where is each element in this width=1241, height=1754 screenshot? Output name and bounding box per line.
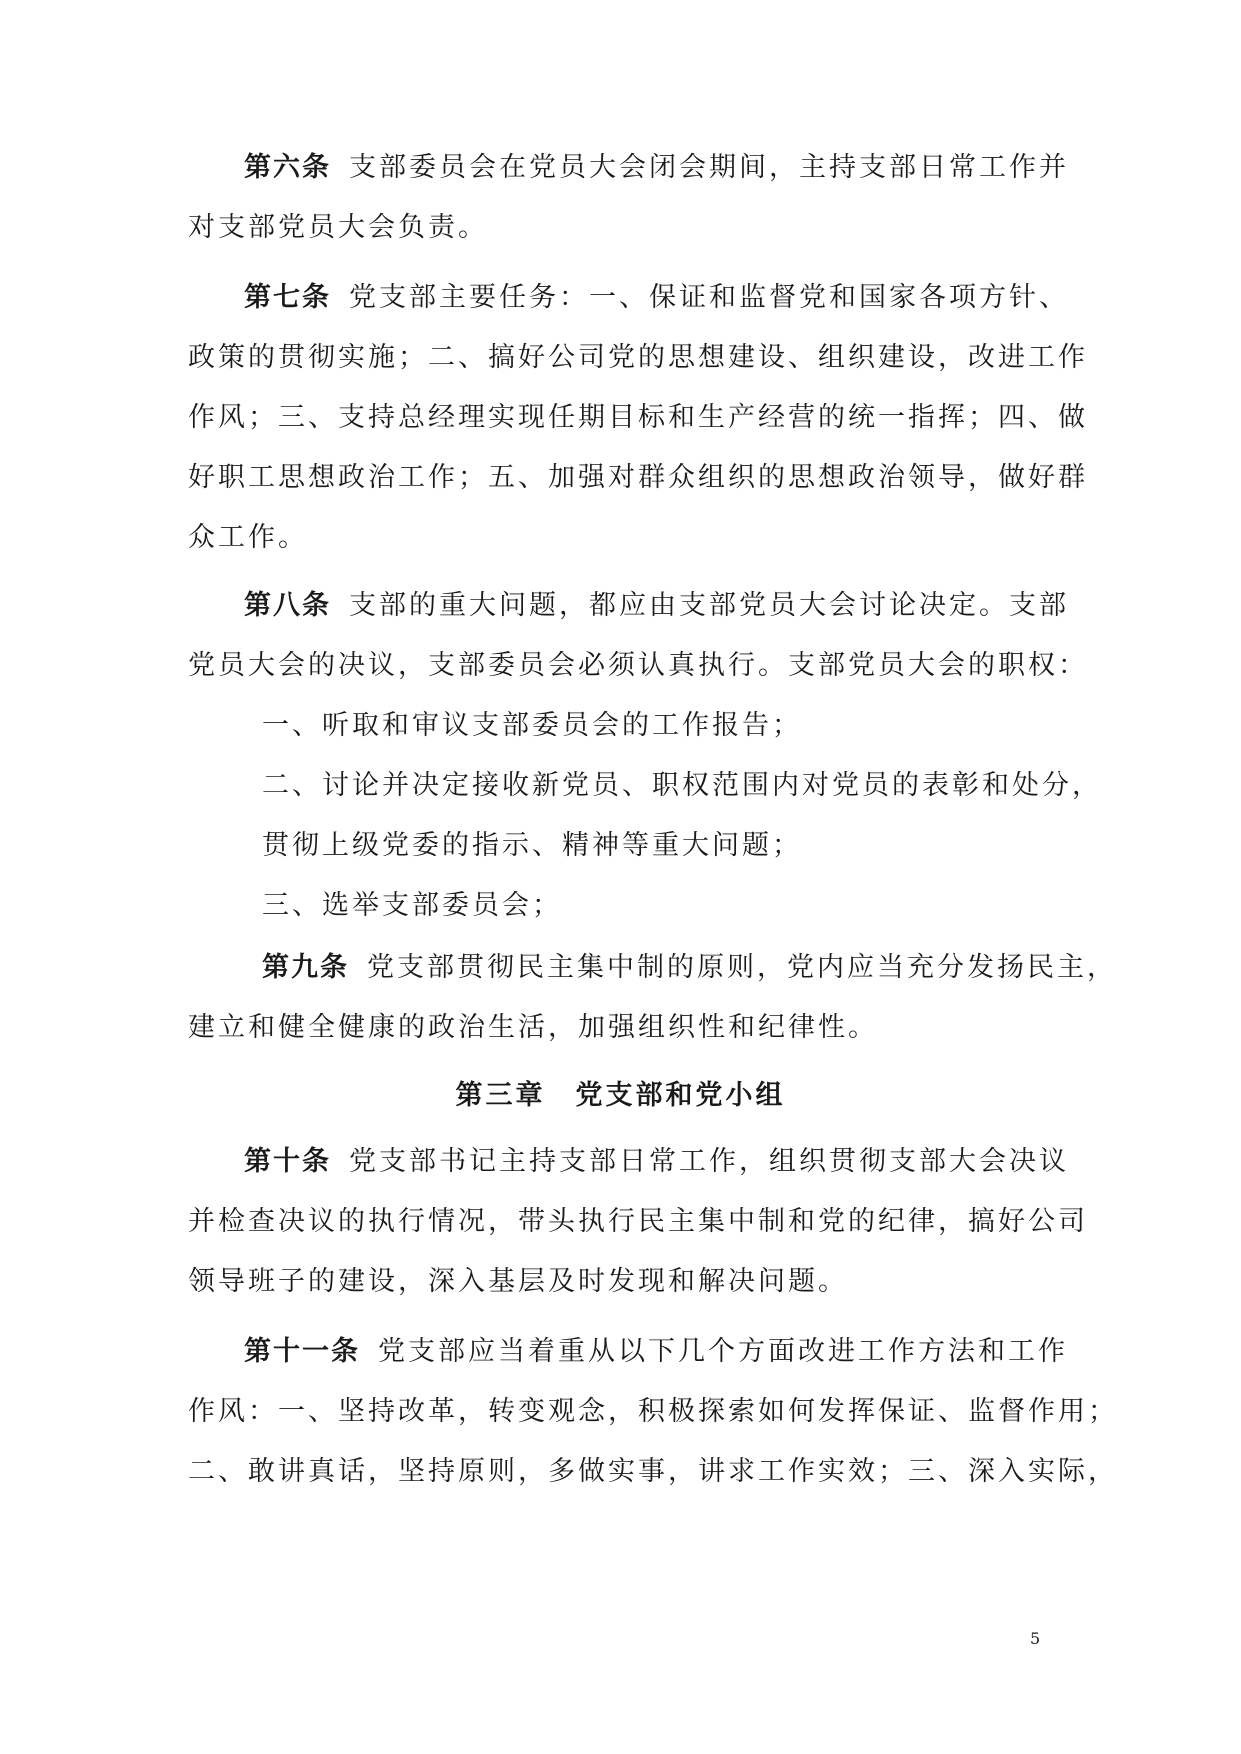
article-text: 党员大会的决议，支部委员会必须认真执行。支部党员大会的职权： xyxy=(188,650,1088,681)
article-text: 党支部贯彻民主集中制的原则，党内应当充分发扬民主， xyxy=(367,952,1117,983)
article-11-line-3 xyxy=(0,1454,1241,1490)
article-label: 第八条 xyxy=(244,590,331,621)
article-text: 党支部主要任务：一、保证和监督党和国家各项方针、 xyxy=(349,282,1069,313)
article-10-line-1 xyxy=(0,1144,1241,1180)
article-10-line-3 xyxy=(0,1264,1241,1300)
article-8-item-3 xyxy=(0,888,1241,924)
list-item: 三、选举支部委员会； xyxy=(262,890,562,921)
article-text: 二、敢讲真话，坚持原则，多做实事，讲求工作实效；三、深入实际， xyxy=(188,1456,1118,1487)
page-number: 5 xyxy=(1030,1629,1041,1648)
article-label: 第十条 xyxy=(244,1146,331,1177)
article-text: 作风；三、支持总经理实现任期目标和生产经营的统一指挥；四、做 xyxy=(188,402,1088,433)
article-9-line-1 xyxy=(0,950,1241,986)
article-7-line-1 xyxy=(0,280,1241,316)
article-text: 党支部书记主持支部日常工作，组织贯彻支部大会决议 xyxy=(349,1146,1069,1177)
article-text: 支部委员会在党员大会闭会期间，主持支部日常工作并 xyxy=(349,152,1069,183)
article-7-line-4 xyxy=(0,460,1241,496)
article-7-line-5 xyxy=(0,520,1241,556)
article-7-line-2 xyxy=(0,340,1241,376)
list-item: 贯彻上级党委的指示、精神等重大问题； xyxy=(262,830,802,861)
article-11-line-2 xyxy=(0,1394,1241,1430)
article-text: 作风：一、坚持改革，转变观念，积极探索如何发挥保证、监督作用； xyxy=(188,1396,1118,1427)
article-text: 支部的重大问题，都应由支部党员大会讨论决定。支部 xyxy=(349,590,1069,621)
article-text: 并检查决议的执行情况，带头执行民主集中制和党的纪律，搞好公司 xyxy=(188,1206,1088,1237)
article-8-item-1 xyxy=(0,708,1241,744)
article-10-line-2 xyxy=(0,1204,1241,1240)
article-6-line-1 xyxy=(0,150,1241,186)
article-9-line-2 xyxy=(0,1010,1241,1046)
article-text: 党支部应当着重从以下几个方面改进工作方法和工作 xyxy=(378,1336,1068,1367)
article-8-item-2b xyxy=(0,828,1241,864)
list-item: 一、听取和审议支部委员会的工作报告； xyxy=(262,710,802,741)
chapter-heading: 第三章 党支部和党小组 xyxy=(455,1080,786,1111)
article-label: 第七条 xyxy=(244,282,331,313)
article-text: 对支部党员大会负责。 xyxy=(188,212,488,243)
article-text: 政策的贯彻实施；二、搞好公司党的思想建设、组织建设，改进工作 xyxy=(188,342,1088,373)
article-text: 建立和健全健康的政治生活，加强组织性和纪律性。 xyxy=(188,1012,878,1043)
article-7-line-3 xyxy=(0,400,1241,436)
article-6-line-2 xyxy=(0,210,1241,246)
article-11-line-1 xyxy=(0,1334,1241,1370)
article-label: 第九条 xyxy=(262,952,349,983)
article-text: 好职工思想政治工作；五、加强对群众组织的思想政治领导，做好群 xyxy=(188,462,1088,493)
article-8-item-2a xyxy=(0,768,1241,804)
list-item: 二、讨论并决定接收新党员、职权范围内对党员的表彰和处分， xyxy=(262,770,1102,801)
article-text: 领导班子的建设，深入基层及时发现和解决问题。 xyxy=(188,1266,848,1297)
article-label: 第六条 xyxy=(244,152,331,183)
article-8-line-2 xyxy=(0,648,1241,684)
article-text: 众工作。 xyxy=(188,522,308,553)
article-8-line-1 xyxy=(0,588,1241,624)
article-label: 第十一条 xyxy=(244,1336,360,1367)
